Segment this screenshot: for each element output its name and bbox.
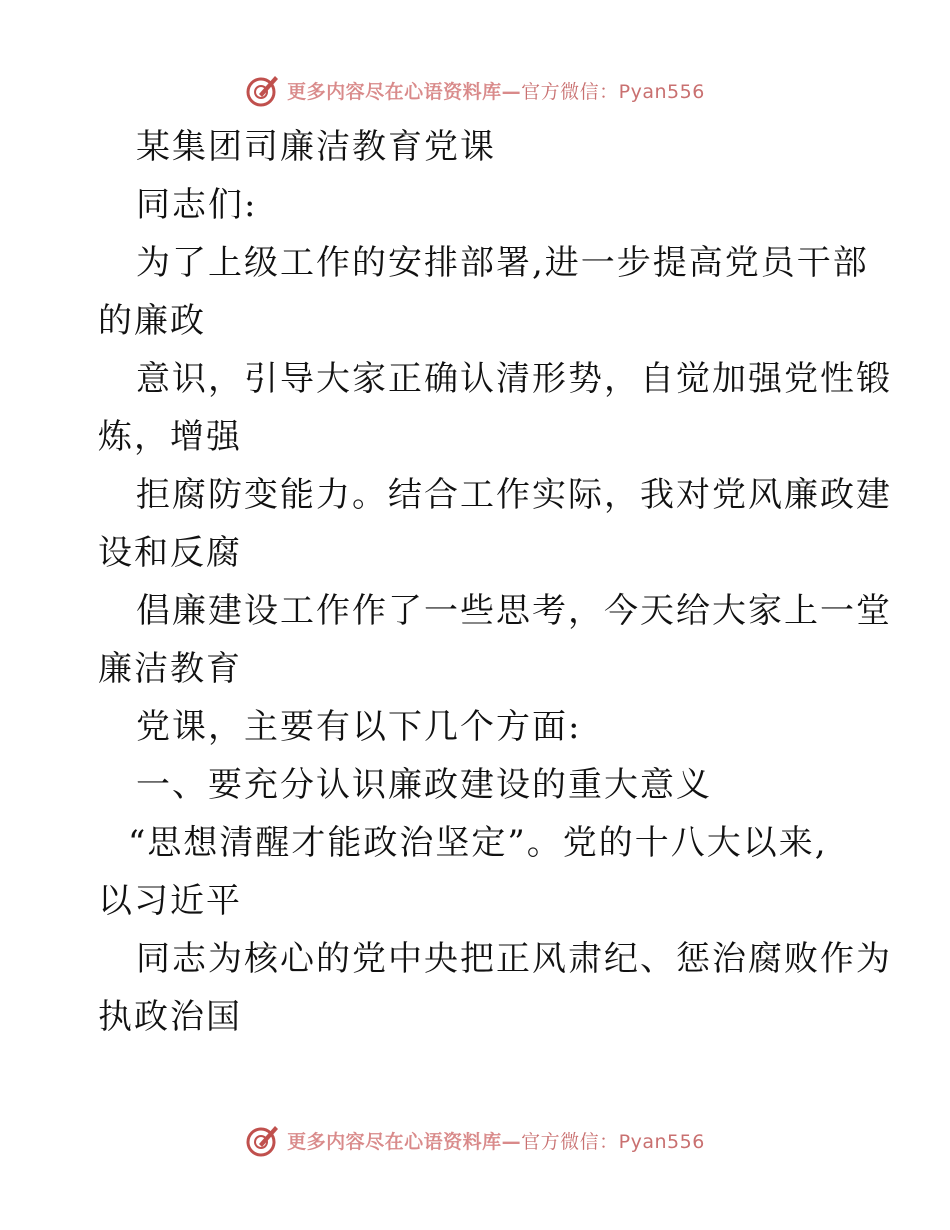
body-line: “思想清醒才能政治坚定”。党的十八大以来, xyxy=(128,823,828,863)
document-title: 某集团司廉洁教育党课 xyxy=(136,127,496,167)
footer-banner xyxy=(0,1120,950,1160)
banner-site-text: 更多内容尽在心语资料库— xyxy=(287,1130,522,1153)
body-line: 廉洁教育 xyxy=(98,649,242,689)
body-line: 拒腐防变能力。结合工作实际，我对党风廉政建 xyxy=(136,475,892,515)
pen-circle-logo-icon xyxy=(245,72,281,108)
body-line: 意识，引导大家正确认清形势，自觉加强党性锻 xyxy=(136,359,892,399)
body-line: 同志为核心的党中央把正风肃纪、惩治腐败作为 xyxy=(136,939,892,979)
banner-wechat-text: 官方微信：Pyan556 xyxy=(521,80,705,103)
body-line: 倡廉建设工作作了一些思考，今天给大家上一堂 xyxy=(136,591,892,631)
pen-circle-logo-icon xyxy=(245,1122,281,1158)
banner-site-text: 更多内容尽在心语资料库— xyxy=(287,80,522,103)
body-line: 的廉政 xyxy=(98,301,206,341)
banner-text xyxy=(287,1127,705,1154)
body-line: 党课，主要有以下几个方面: xyxy=(136,707,582,747)
body-line: 执政治国 xyxy=(98,997,242,1037)
section-heading: 一、要充分认识廉政建设的重大意义 xyxy=(136,765,712,805)
header-banner xyxy=(0,70,950,110)
body-line: 设和反腐 xyxy=(98,533,242,573)
body-line: 炼，增强 xyxy=(98,417,242,457)
body-line: 为了上级工作的安排部署,进一步提高党员干部 xyxy=(136,243,869,283)
banner-text xyxy=(287,77,705,104)
salutation: 同志们: xyxy=(136,185,258,225)
banner-wechat-text: 官方微信：Pyan556 xyxy=(521,1130,705,1153)
body-line: 以习近平 xyxy=(98,881,242,921)
document-body xyxy=(98,118,892,1046)
